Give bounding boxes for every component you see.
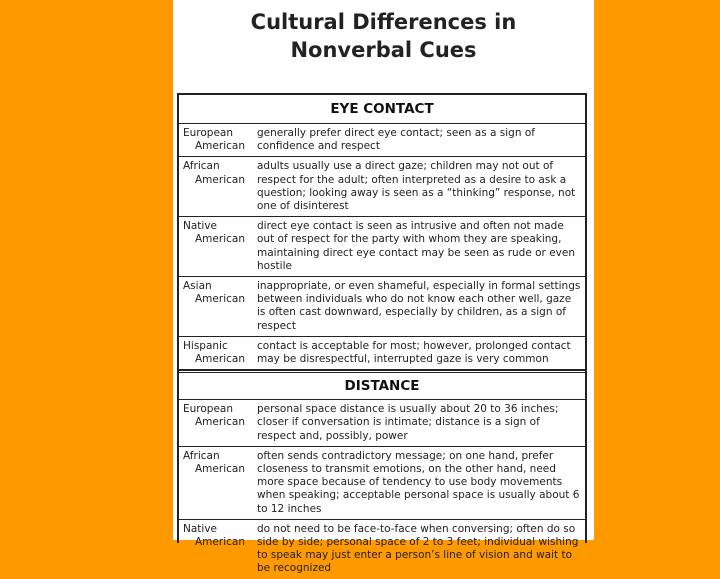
- title-line-1: Cultural Differences in: [250, 10, 517, 34]
- section-heading-eye-contact: EYE CONTACT: [179, 95, 585, 124]
- table-row: [179, 124, 585, 157]
- group-label: European American: [183, 403, 245, 429]
- title-line-2: Nonverbal Cues: [290, 38, 477, 62]
- row-description: contact is acceptable for most; however, prolonged contact may be disrespectful, interrupted gaze is very common: [257, 339, 571, 366]
- row-description: direct eye contact is seen as intrusive and often not made out of respect for the party with whom they are speaking, maintaining direct eye contact may be seen as rude or even hostile: [257, 220, 575, 272]
- group-label: Native American: [183, 522, 245, 549]
- group-label: Native American: [183, 220, 245, 246]
- table-row: [179, 400, 585, 447]
- page-title: [173, 8, 594, 64]
- section-heading-distance: DISTANCE: [179, 370, 585, 400]
- table-row: [179, 337, 585, 370]
- row-description: inappropriate, or even shameful, especially in formal settings between individuals who do not know each other well, gaze is often cast downward, especially by children, as a sign of respect: [257, 280, 581, 332]
- row-description: generally prefer direct eye contact; seen as a sign of confidence and respect: [257, 127, 535, 153]
- group-label: Hispanic American: [183, 339, 245, 366]
- row-description: do not need to be face-to-face when conversing; often do so side by side; personal space of 2 to 3 feet; individual wishing to speak may just enter a person’s line of vision and wait to be recognized: [257, 522, 579, 575]
- nonverbal-cues-table: [177, 93, 587, 575]
- document-page: [173, 0, 594, 575]
- group-label: Asian American: [183, 280, 245, 306]
- group-label: African American: [183, 160, 245, 186]
- group-label: African American: [183, 449, 245, 476]
- table-row: [179, 277, 585, 337]
- row-description: often sends contradictory message; on one hand, prefer closeness to transmit emotions, on the other hand, need more space because of tendency to use body movements when speaking; acceptable personal space is usually about 6 to 12 inches: [257, 449, 580, 515]
- row-description: adults usually use a direct gaze; children may not out of respect for the adult; often interpreted as a desire to ask a question; looking away is seen as a “thinking” response, not one of disinterest: [257, 160, 576, 213]
- table-row: [179, 217, 585, 277]
- group-label: European American: [183, 127, 245, 153]
- table-row: [179, 520, 585, 579]
- table-row: [179, 447, 585, 520]
- table-row: [179, 157, 585, 217]
- row-description: personal space distance is usually about 20 to 36 inches; closer if conversation is intimate; distance is a sign of respect and, possibly, power: [257, 403, 559, 442]
